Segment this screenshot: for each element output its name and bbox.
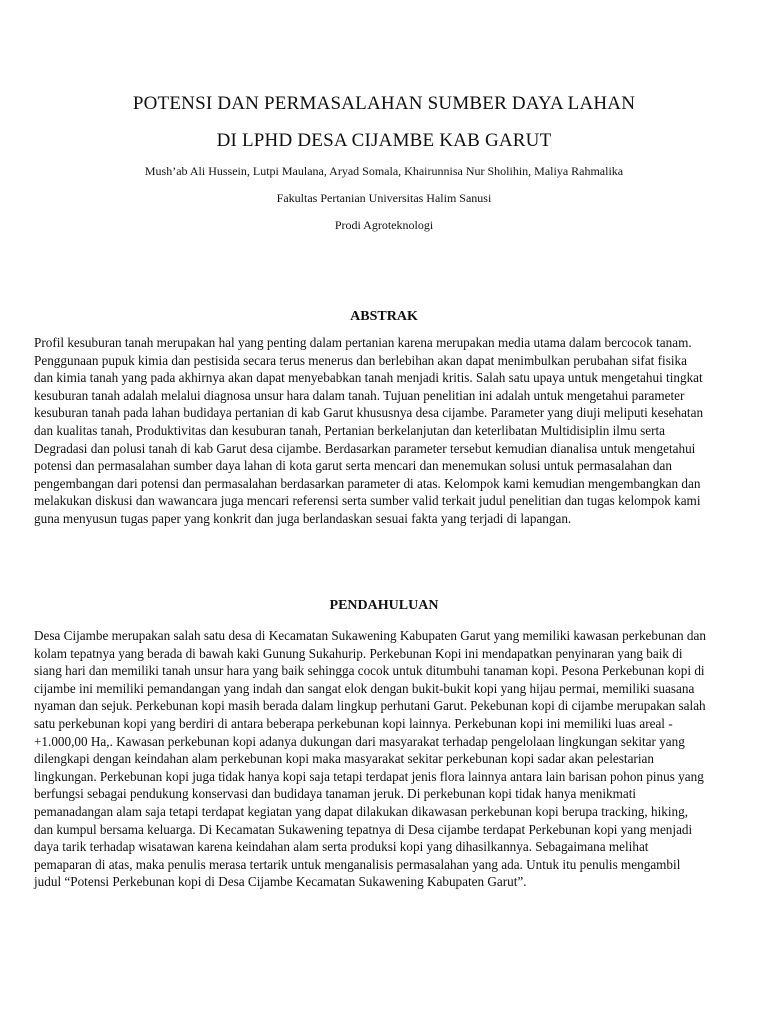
introduction-line: +1.000,00 Ha,. Kawasan perkebunan kopi adanya dukungan dari masyarakat terhadap pengelolaan lingkungan sekitar yang bbox=[34, 733, 685, 749]
abstract-line: kesuburan tanah adalah melalui diagnosa unsur hara dalam tanah. Tujuan penelitian ini adalah untuk mengetahui parameter bbox=[34, 387, 685, 403]
introduction-body bbox=[34, 627, 740, 891]
affiliation: Fakultas Pertanian Universitas Halim Sanusi bbox=[276, 191, 492, 205]
introduction-line: dan kumpul bersama keluarga. Di Kecamatan Sukawening tepatnya di Desa cijambe terdapat Perkebunan kopi yang menjadi bbox=[34, 821, 693, 837]
abstract-line: Penggunaan pupuk kimia dan pestisida secara terus menerus dan berlebihan akan dapat menimbulkan perubahan sifat fisika bbox=[34, 352, 687, 368]
paper-title-line-1: POTENSI DAN PERMASALAHAN SUMBER DAYA LAHAN bbox=[132, 93, 636, 114]
paper-title-line-2: DI LPHD DESA CIJAMBE KAB GARUT bbox=[216, 130, 552, 151]
introduction-line: judul “Potensi Perkebunan kopi di Desa Cijambe Kecamatan Sukawening Kabupaten Garut”. bbox=[34, 874, 527, 890]
introduction-line: nyaman dan sejuk. Perkebunan kopi masih berada dalam lingkup perhutani Garut. Pekebunan kopi di cijambe merupakan salah bbox=[34, 698, 706, 714]
introduction-line: daya tarik terhadap wisatawan karena keindahan alam serta produksi kopi yang dihasilkannya. Sebagaimana melihat bbox=[34, 839, 649, 855]
abstract-line: kesuburan tanah pada lahan budidaya pertanian di kab Garut khususnya desa cijambe. Parameter yang diuji meliputi kesehatan bbox=[34, 405, 704, 421]
abstract-line: pengembangan dari potensi dan permasalahan berdasarkan parameter di atas. Kelompok kami kemudian mengembangkan dan bbox=[34, 475, 701, 491]
introduction-line: lingkungan. Perkebunan kopi juga tidak hanya kopi saja tetapi terdapat jenis flora lainnya antara lain barisan pohon pinus yang bbox=[34, 768, 704, 784]
abstract-line: melakukan diskusi dan wawancara juga mencari referensi serta sumber valid terkait judul penelitian dan tugas kelompok kami bbox=[34, 493, 701, 509]
introduction-line: dilengkapi dengan keindahan alam perkebunan kopi maka masyarakat sekitar perkebunan kopi sadar akan pelestarian bbox=[34, 751, 654, 767]
abstract-line: Degradasi dan polusi tanah di kab Garut desa cijambe. Berdasarkan parameter tersebut kemudian dianalisa untuk mengetahui bbox=[34, 440, 696, 456]
abstract-line: Profil kesuburan tanah merupakan hal yang penting dalam pertanian karena merupakan media utama dalam bercocok tanam. bbox=[34, 335, 692, 350]
abstract-heading: ABSTRAK bbox=[350, 309, 418, 324]
abstract-line: potensi dan permasalahan sumber daya lahan di kota garut serta mencari dan menemukan solusi untuk permasalahan dan bbox=[34, 458, 672, 474]
introduction-line: cijambe ini memiliki pemandangan yang indah dan sangat elok dengan bukit-bukit kopi yang hijau permai, memiliki suasana bbox=[34, 680, 695, 696]
introduction-line: Desa Cijambe merupakan salah satu desa di Kecamatan Sukawening Kabupaten Garut yang memiliki kawasan perkebunan dan bbox=[34, 628, 706, 643]
abstract-body bbox=[34, 334, 740, 528]
study-program: Prodi Agroteknologi bbox=[334, 218, 434, 232]
introduction-heading: PENDAHULUAN bbox=[329, 598, 439, 613]
abstract-line: dan kimia tanah yang pada akhirnya akan dapat menyebabkan tanah menjadi kritis. Salah satu upaya untuk mengetahui tingkat bbox=[34, 370, 703, 386]
introduction-line: satu perkebunan kopi yang berdiri di antara beberapa perkebunan kopi lainnya. Perkebunan kopi ini memiliki luas areal - bbox=[34, 715, 673, 731]
introduction-line: berfungsi sebagai pendukung konservasi dan budidaya tanaman jeruk. Di perkebunan kopi tidak hanya menikmati bbox=[34, 786, 637, 802]
introduction-line: siang hari dan memiliki tanah unsur hara yang baik sehingga cocok untuk ditumbuhi tanaman kopi. Pesona Perkebunan kopi di bbox=[34, 663, 705, 679]
author-list: Mush’ab Ali Hussein, Lutpi Maulana, Aryad Somala, Khairunnisa Nur Sholihin, Maliya Rahmalika bbox=[144, 164, 624, 178]
abstract-line: dan kualitas tanah, Produktivitas dan kesuburan tanah, Pertanian berkelanjutan dan keterlibatan Multidisiplin ilmu serta bbox=[34, 422, 666, 438]
introduction-line: kolam tepatnya yang berada di bawah kaki Gunung Sukahurip. Perkebunan Kopi ini mendapatkan penyinaran yang baik di bbox=[34, 645, 683, 661]
introduction-line: pemaparan di atas, maka penulis merasa tertarik untuk menganalisis permasalahan yang ada. Untuk itu penulis mengambil bbox=[34, 856, 681, 872]
introduction-line: pemanadangan alam saja tetapi terdapat kegiatan yang dapat dilakukan dikawasan perkebunan kopi berupa tracking, hiking, bbox=[34, 803, 688, 819]
abstract-line: guna menyusun tugas paper yang konkrit dan juga berlandaskan sesuai fakta yang terjadi di lapangan. bbox=[34, 510, 572, 526]
